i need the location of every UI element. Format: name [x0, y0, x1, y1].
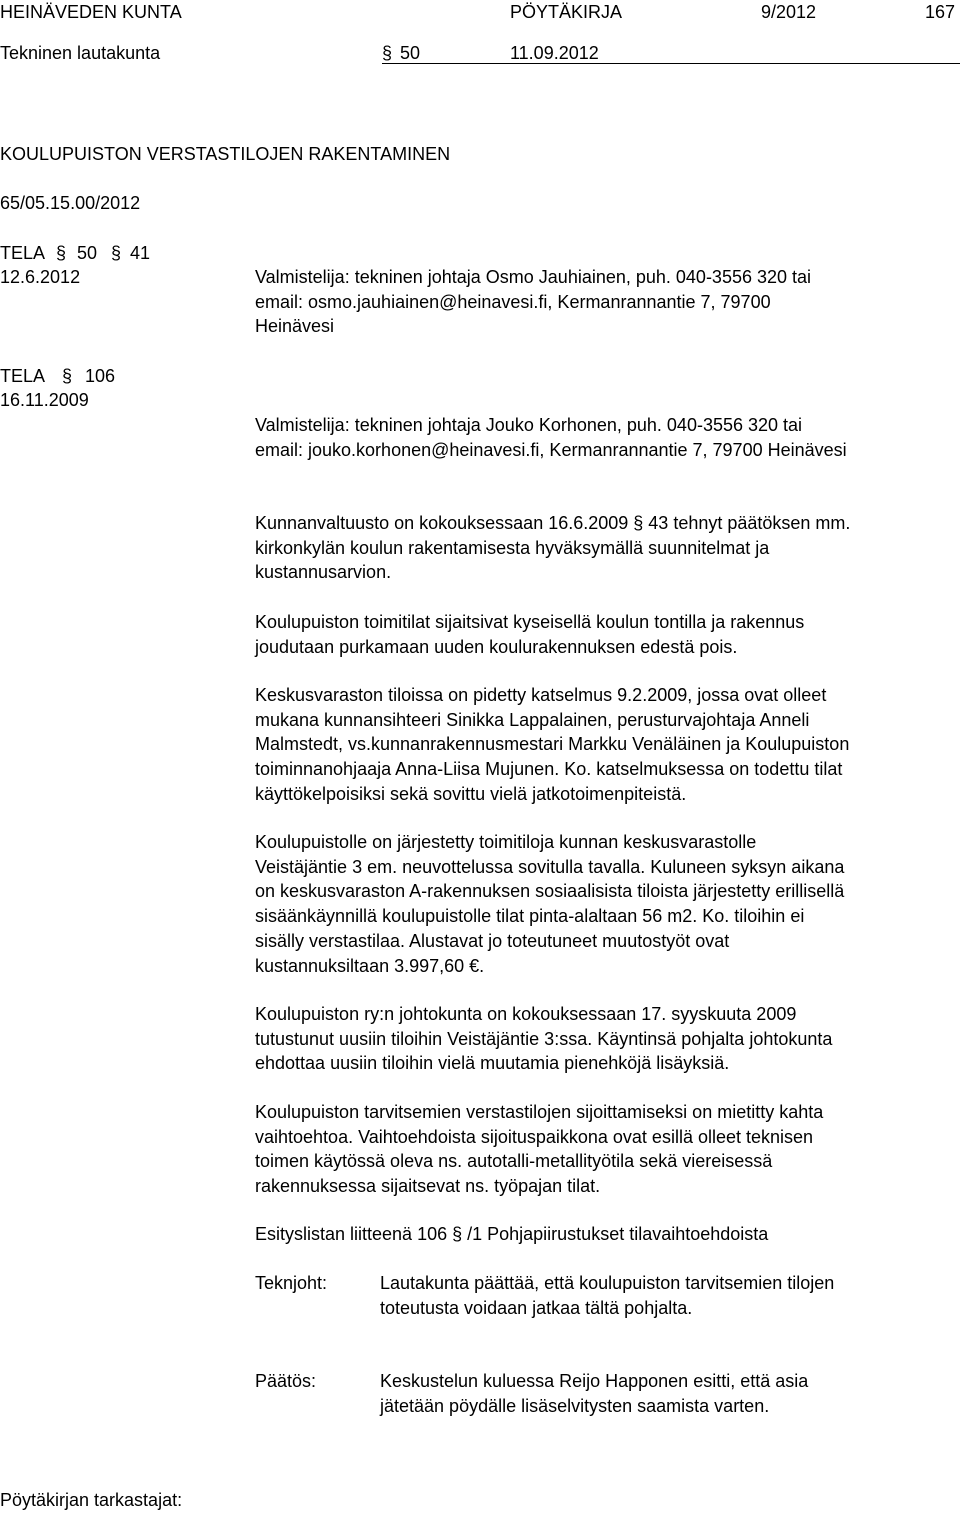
paragraph-line: Keskusvaraston tiloissa on pidetty katselmus 9.2.2009, jossa ovat olleet [255, 685, 827, 705]
preparer-line: email: jouko.korhonen@heinavesi.fi, Kermanrannantie 7, 79700 Heinävesi [255, 439, 847, 460]
paragraph-line: mukana kunnansihteeri Sinikka Lappalainen, perusturvajohtaja Anneli [255, 709, 810, 730]
paragraph-line: Koulupuiston ry:n johtokunta on kokouksessaan 17. syyskuuta 2009 [255, 1004, 797, 1024]
decision-line: jätetään pöydälle lisäselvitysten saamista varten. [380, 1395, 770, 1416]
paragraph-line: sisälly verstastilaa. Alustavat jo toteutuneet muutostyöt ovat [255, 930, 730, 951]
paragraph-line: Esityslistan liitteenä 106 § /1 Pohjapiirustukset tilavaihtoehdoista [255, 1224, 769, 1244]
body-paragraph [255, 830, 844, 978]
paragraph-line: rakennuksessa sijaitsevat ns. työpajan tilat. [255, 1176, 601, 1197]
board-name: Tekninen lautakunta [0, 43, 161, 63]
section-symbol: § [111, 243, 122, 263]
paragraph-line: sisäänkäynnillä koulupuistolle tilat pinta-alaltaan 56 m2. Ko. tiloihin ei [255, 906, 805, 927]
paragraph-line: Malmstedt, vs.kunnanrakennusmestari Markku Venäläinen ja Koulupuiston [255, 734, 850, 755]
body-paragraph [255, 1002, 832, 1076]
header-rule [382, 63, 960, 64]
decision-label: Päätös: [255, 1371, 317, 1391]
preparer-block [255, 265, 811, 339]
proposal-label: Teknjoht: [255, 1273, 328, 1293]
preparer-line: Valmistelija: tekninen johtaja Osmo Jauhiainen, puh. 040-3556 320 tai [255, 267, 812, 287]
reference-number: 41 [130, 243, 151, 263]
reference-date: 16.11.2009 [0, 390, 89, 410]
agenda-title: KOULUPUISTON VERSTASTILOJEN RAKENTAMINEN [0, 144, 451, 164]
paragraph-line: vaihtoehtoa. Vaihtoehdoista sijoituspaikkona ovat esillä olleet teknisen [255, 1126, 814, 1147]
archive-code: 65/05.15.00/2012 [0, 193, 141, 213]
section-symbol: § [62, 366, 73, 386]
reviewers-label: Pöytäkirjan tarkastajat: [0, 1490, 183, 1510]
reference-board: TELA [0, 243, 46, 263]
proposal-text [380, 1271, 834, 1320]
paragraph-line: Koulupuistolle on järjestetty toimitiloja kunnan keskusvarastolle [255, 832, 757, 852]
body-paragraph [255, 511, 850, 585]
paragraph-line: ehdottaa uusiin tiloihin vielä muutamia pienehköjä lisäyksiä. [255, 1053, 730, 1074]
attachment-note [255, 1222, 768, 1247]
preparer-block [255, 413, 847, 462]
reference-board: TELA [0, 366, 46, 386]
paragraph-line: toiminnanohjaaja Anna-Liisa Mujunen. Ko. katselmuksessa on todettu tilat [255, 759, 843, 780]
document-type: PÖYTÄKIRJA [510, 2, 623, 22]
section-symbol: § [382, 43, 393, 63]
decision-line: Keskustelun kuluessa Reijo Happonen esitti, että asia [380, 1371, 809, 1391]
body-paragraph [255, 683, 849, 807]
paragraph-line: tutustunut uusiin tiloihin Veistäjäntie 3:ssa. Käyntinsä pohjalta johtokunta [255, 1028, 833, 1049]
reference-date: 12.6.2012 [0, 267, 81, 287]
preparer-line: Heinävesi [255, 316, 335, 337]
paragraph-line: joudutaan purkamaan uuden koulurakennuksen edestä pois. [255, 636, 738, 657]
paragraph-line: Koulupuiston tarvitsemien verstastilojen sijoittamiseksi on mietitty kahta [255, 1102, 824, 1122]
paragraph-line: käyttökelpoisiksi sekä sovittu vielä jatkotoimenpiteistä. [255, 783, 687, 804]
paragraph-line: toimen käytössä oleva ns. autotalli-metallityötila sekä viereisessä [255, 1151, 773, 1172]
preparer-line: Valmistelija: tekninen johtaja Jouko Korhonen, puh. 040-3556 320 tai [255, 415, 803, 435]
paragraph-line: Kunnanvaltuusto on kokouksessaan 16.6.2009 § 43 tehnyt päätöksen mm. [255, 513, 851, 533]
proposal-line: toteutusta voidaan jatkaa tältä pohjalta. [380, 1297, 693, 1318]
page-number: 167 [925, 2, 956, 22]
paragraph-line: Koulupuiston toimitilat sijaitsivat kyseisellä koulun tontilla ja rakennus [255, 612, 805, 632]
body-paragraph [255, 610, 804, 659]
municipality-name: HEINÄVEDEN KUNTA [0, 2, 182, 22]
reference-section: 106 [85, 366, 116, 386]
preparer-line: email: osmo.jauhiainen@heinavesi.fi, Kermanrannantie 7, 79700 [255, 291, 771, 312]
document-number: 9/2012 [761, 2, 817, 22]
section-number: 50 [400, 43, 421, 63]
paragraph-line: kustannusarvion. [255, 562, 392, 583]
proposal-line: Lautakunta päättää, että koulupuiston tarvitsemien tilojen [380, 1273, 835, 1293]
reference-section: 50 [77, 243, 98, 263]
paragraph-line: kustannuksiltaan 3.997,60 €. [255, 955, 485, 976]
section-symbol: § [56, 243, 67, 263]
decision-text [380, 1369, 808, 1418]
paragraph-line: kirkonkylän koulun rakentamisesta hyväksymällä suunnitelmat ja [255, 537, 770, 558]
body-paragraph [255, 1100, 823, 1199]
paragraph-line: Veistäjäntie 3 em. neuvottelussa sovitulla tavalla. Kuluneen syksyn aikana [255, 856, 845, 877]
paragraph-line: on keskusvaraston A-rakennuksen sosiaalisista tiloista järjestetty erillisellä [255, 881, 845, 902]
meeting-date: 11.09.2012 [510, 43, 599, 63]
